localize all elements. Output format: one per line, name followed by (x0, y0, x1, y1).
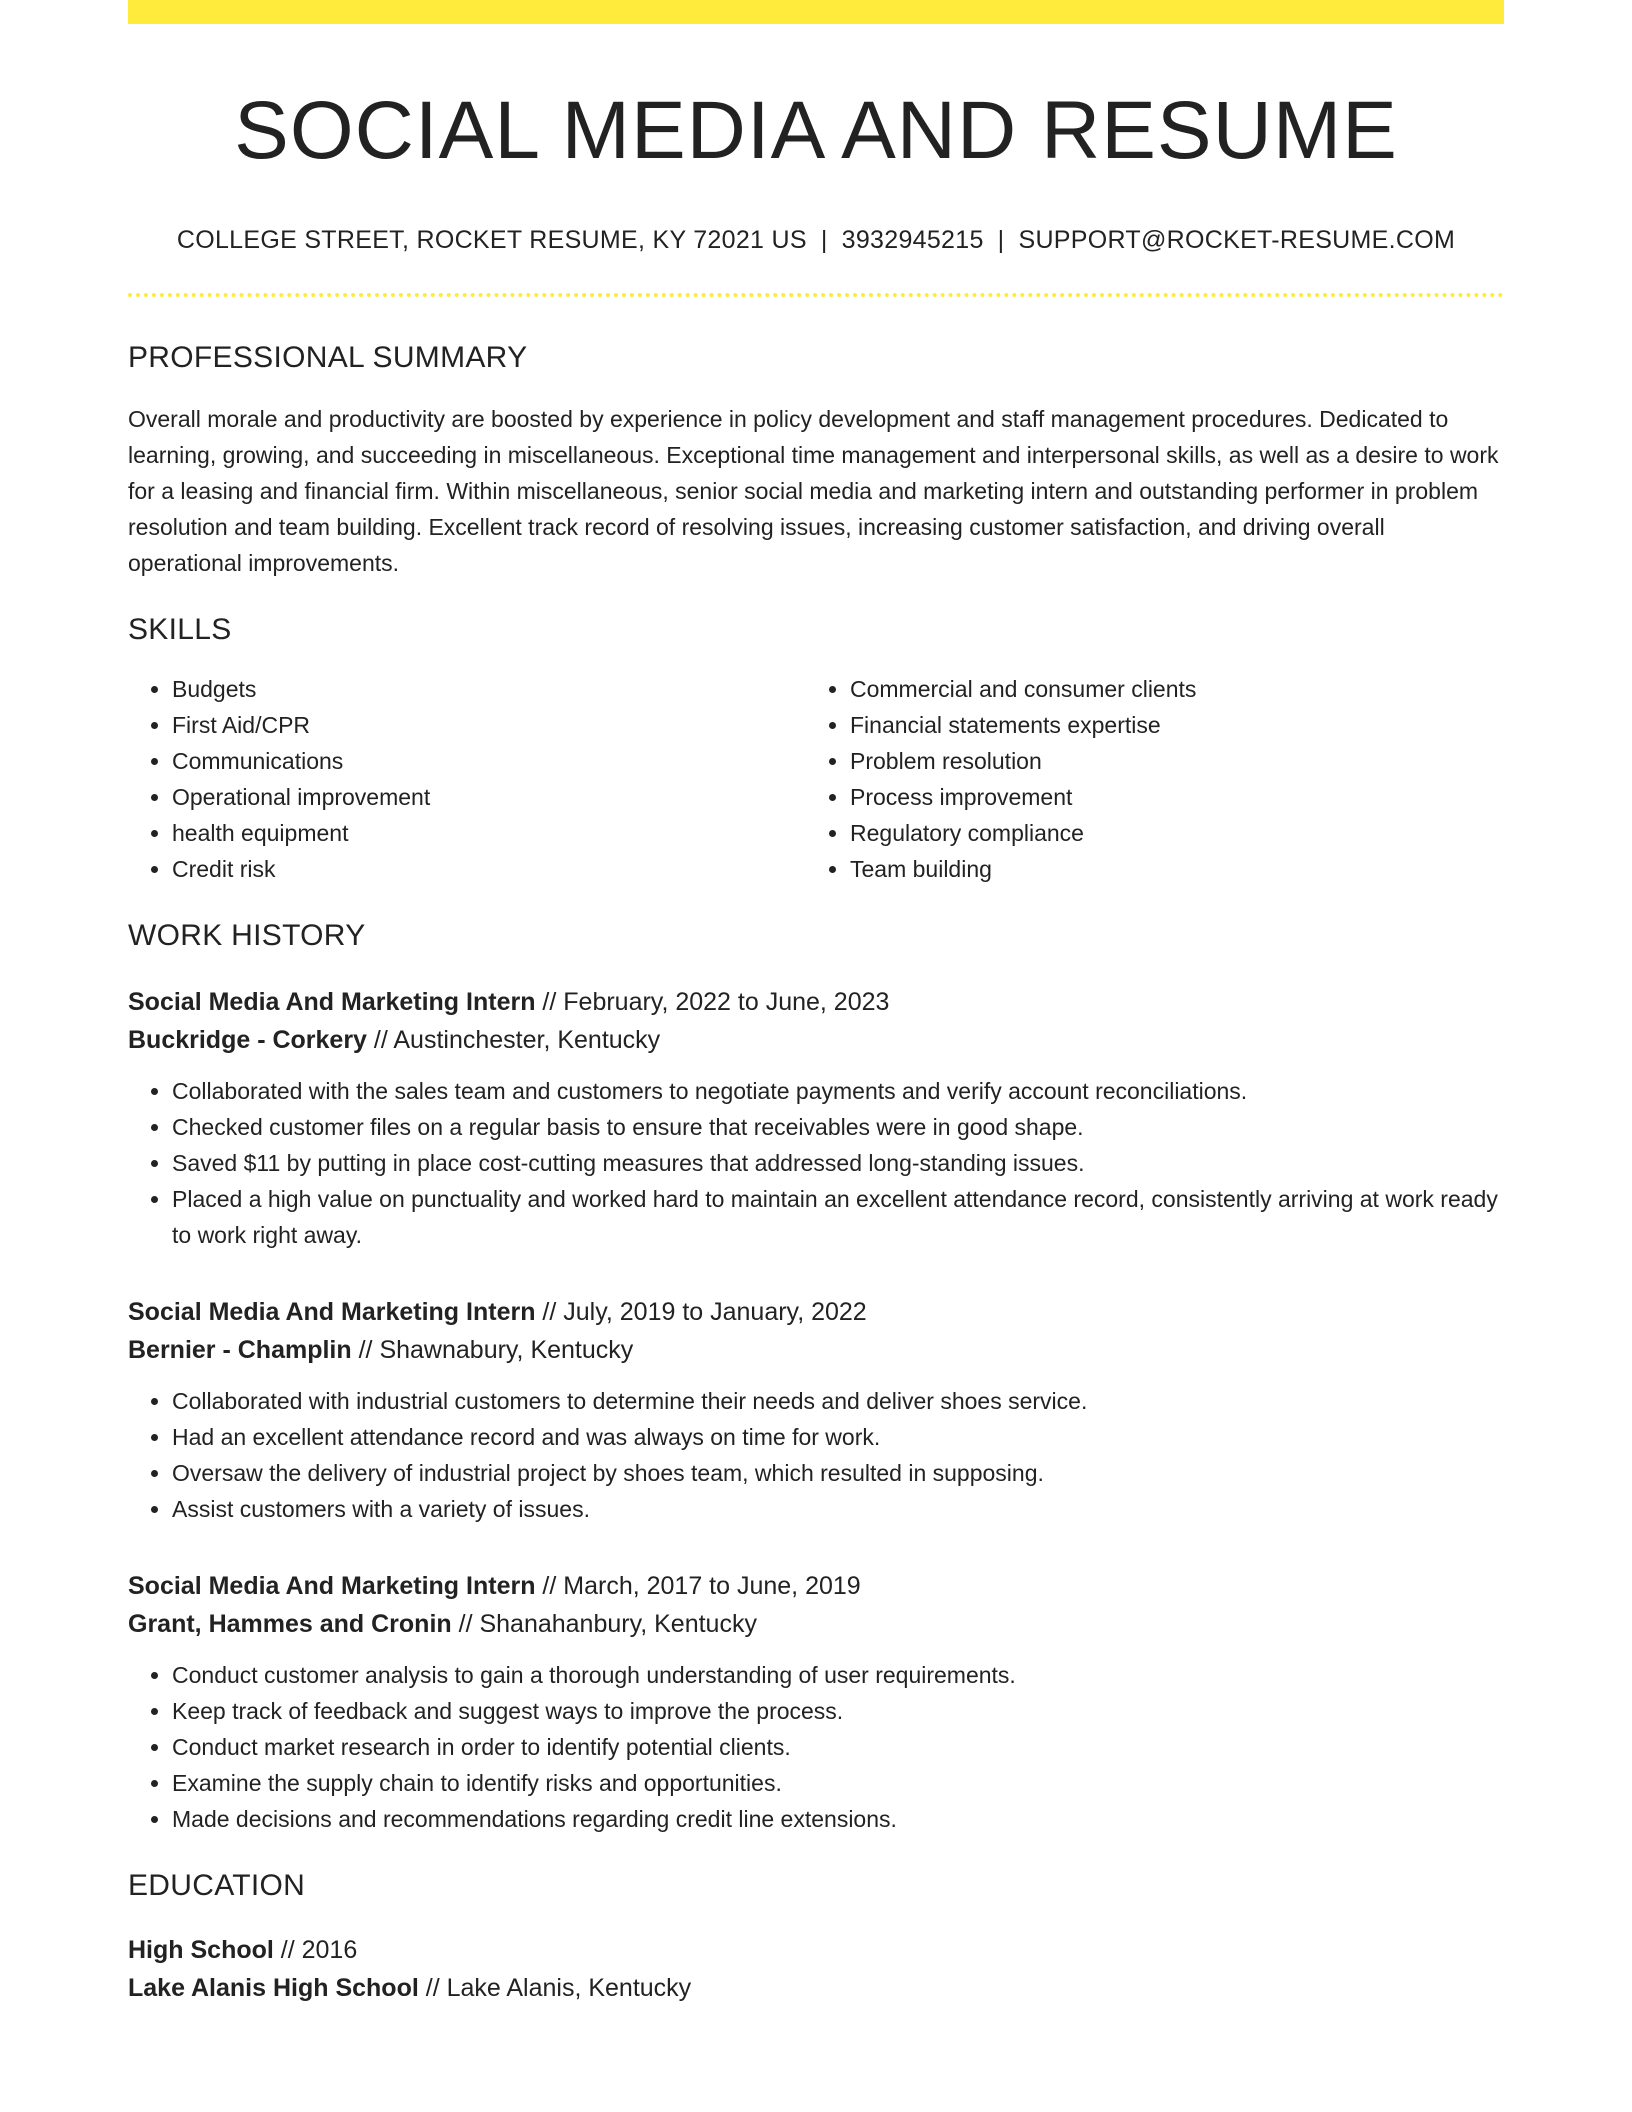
skill-item: • Problem resolution (850, 743, 1484, 779)
job-company-line (128, 1605, 1504, 1643)
skill-item: • Regulatory compliance (850, 815, 1484, 851)
skills-heading: SKILLS (128, 613, 232, 647)
skill-item: • First Aid/CPR (172, 707, 806, 743)
job-company: Bernier - Champlin (128, 1336, 352, 1365)
contact-phone: 3932945215 (841, 226, 984, 255)
job-entry (128, 983, 1504, 1253)
job-role: Social Media And Marketing Intern (128, 1572, 536, 1601)
education-heading: EDUCATION (128, 1869, 306, 1903)
job-title-line (128, 1293, 1504, 1331)
job-bullet: • Oversaw the delivery of industrial project by shoes team, which resulted in supposing. (172, 1455, 1504, 1491)
education-degree: High School (128, 1936, 274, 1965)
job-role: Social Media And Marketing Intern (128, 988, 536, 1017)
contact-separator: | (820, 226, 828, 255)
skill-item: • Communications (172, 743, 806, 779)
job-role: Social Media And Marketing Intern (128, 1298, 536, 1327)
education-school-line (128, 1969, 1504, 2007)
education-entry (128, 1931, 1504, 2007)
skill-item: • Financial statements expertise (850, 707, 1484, 743)
contact-address: COLLEGE STREET, ROCKET RESUME, KY 72021 US (176, 226, 807, 255)
job-location: // Shawnabury, Kentucky (351, 1336, 634, 1365)
job-bullet: • Conduct market research in order to identify potential clients. (172, 1729, 1504, 1765)
skill-item: • Credit risk (172, 851, 806, 887)
job-entry (128, 1293, 1504, 1527)
skill-item: • Process improvement (850, 779, 1484, 815)
contact-separator: | (997, 226, 1005, 255)
education-year: // 2016 (273, 1936, 358, 1965)
job-bullet: • Saved $11 by putting in place cost-cutting measures that addressed long-standing issues. (172, 1145, 1504, 1181)
summary-heading: PROFESSIONAL SUMMARY (128, 341, 528, 375)
skill-item: • Budgets (172, 671, 806, 707)
job-bullet: • Had an excellent attendance record and was always on time for work. (172, 1419, 1504, 1455)
job-dates: // March, 2017 to June, 2019 (535, 1572, 861, 1601)
header-divider (128, 293, 1504, 297)
job-entry (128, 1567, 1504, 1837)
job-bullet: • Collaborated with the sales team and customers to negotiate payments and verify account reconciliations. (172, 1073, 1504, 1109)
job-location: // Austinchester, Kentucky (366, 1026, 661, 1055)
job-bullets (128, 1657, 1504, 1837)
job-bullet: • Placed a high value on punctuality and worked hard to maintain an excellent attendance record, consistently arriving at work ready to work right away. (172, 1181, 1504, 1253)
education-location: // Lake Alanis, Kentucky (418, 1974, 692, 2003)
job-bullet: • Assist customers with a variety of issues. (172, 1491, 1504, 1527)
skills-column-left (128, 671, 806, 887)
skills-column-right (806, 671, 1484, 887)
job-bullet: • Keep track of feedback and suggest ways to improve the process. (172, 1693, 1504, 1729)
job-location: // Shanahanbury, Kentucky (451, 1610, 757, 1639)
job-bullet: • Conduct customer analysis to gain a thorough understanding of user requirements. (172, 1657, 1504, 1693)
job-title-line (128, 983, 1504, 1021)
job-bullet: • Checked customer files on a regular basis to ensure that receivables were in good shape. (172, 1109, 1504, 1145)
resume-page (128, 0, 1504, 2007)
skills-list (128, 671, 1504, 887)
candidate-name: SOCIAL MEDIA AND RESUME (234, 85, 1398, 176)
job-bullet: • Made decisions and recommendations regarding credit line extensions. (172, 1801, 1504, 1837)
accent-top-bar (128, 0, 1504, 24)
job-company: Grant, Hammes and Cronin (128, 1610, 452, 1639)
work-history-heading: WORK HISTORY (128, 919, 366, 953)
job-bullets (128, 1383, 1504, 1527)
skill-item: • Operational improvement (172, 779, 806, 815)
education-school: Lake Alanis High School (128, 1974, 419, 2003)
job-bullet: • Examine the supply chain to identify risks and opportunities. (172, 1765, 1504, 1801)
job-dates: // July, 2019 to January, 2022 (535, 1298, 867, 1327)
skill-item: • Team building (850, 851, 1484, 887)
skill-item: • Commercial and consumer clients (850, 671, 1484, 707)
contact-line (128, 226, 1504, 255)
skill-item: • health equipment (172, 815, 806, 851)
summary-text: Overall morale and productivity are boosted by experience in policy development and staff management procedures. Dedicated to learning, growing, and succeeding in miscellaneous. Exceptional time management and interpersonal skills, as well as a desire to work for a leasing and financial firm. Within miscellaneous, senior social media and marketing intern and outstanding performer in problem resolution and team building. Excellent track record of resolving issues, increasing customer satisfaction, and driving overall operational improvements. (128, 406, 1499, 577)
job-company-line (128, 1331, 1504, 1369)
job-dates: // February, 2022 to June, 2023 (535, 988, 890, 1017)
job-company: Buckridge - Corkery (128, 1026, 367, 1055)
job-title-line (128, 1567, 1504, 1605)
job-company-line (128, 1021, 1504, 1059)
education-degree-line (128, 1931, 1504, 1969)
job-bullet: • Collaborated with industrial customers to determine their needs and deliver shoes service. (172, 1383, 1504, 1419)
job-bullets (128, 1073, 1504, 1253)
contact-email: SUPPORT@ROCKET-RESUME.COM (1018, 226, 1456, 255)
